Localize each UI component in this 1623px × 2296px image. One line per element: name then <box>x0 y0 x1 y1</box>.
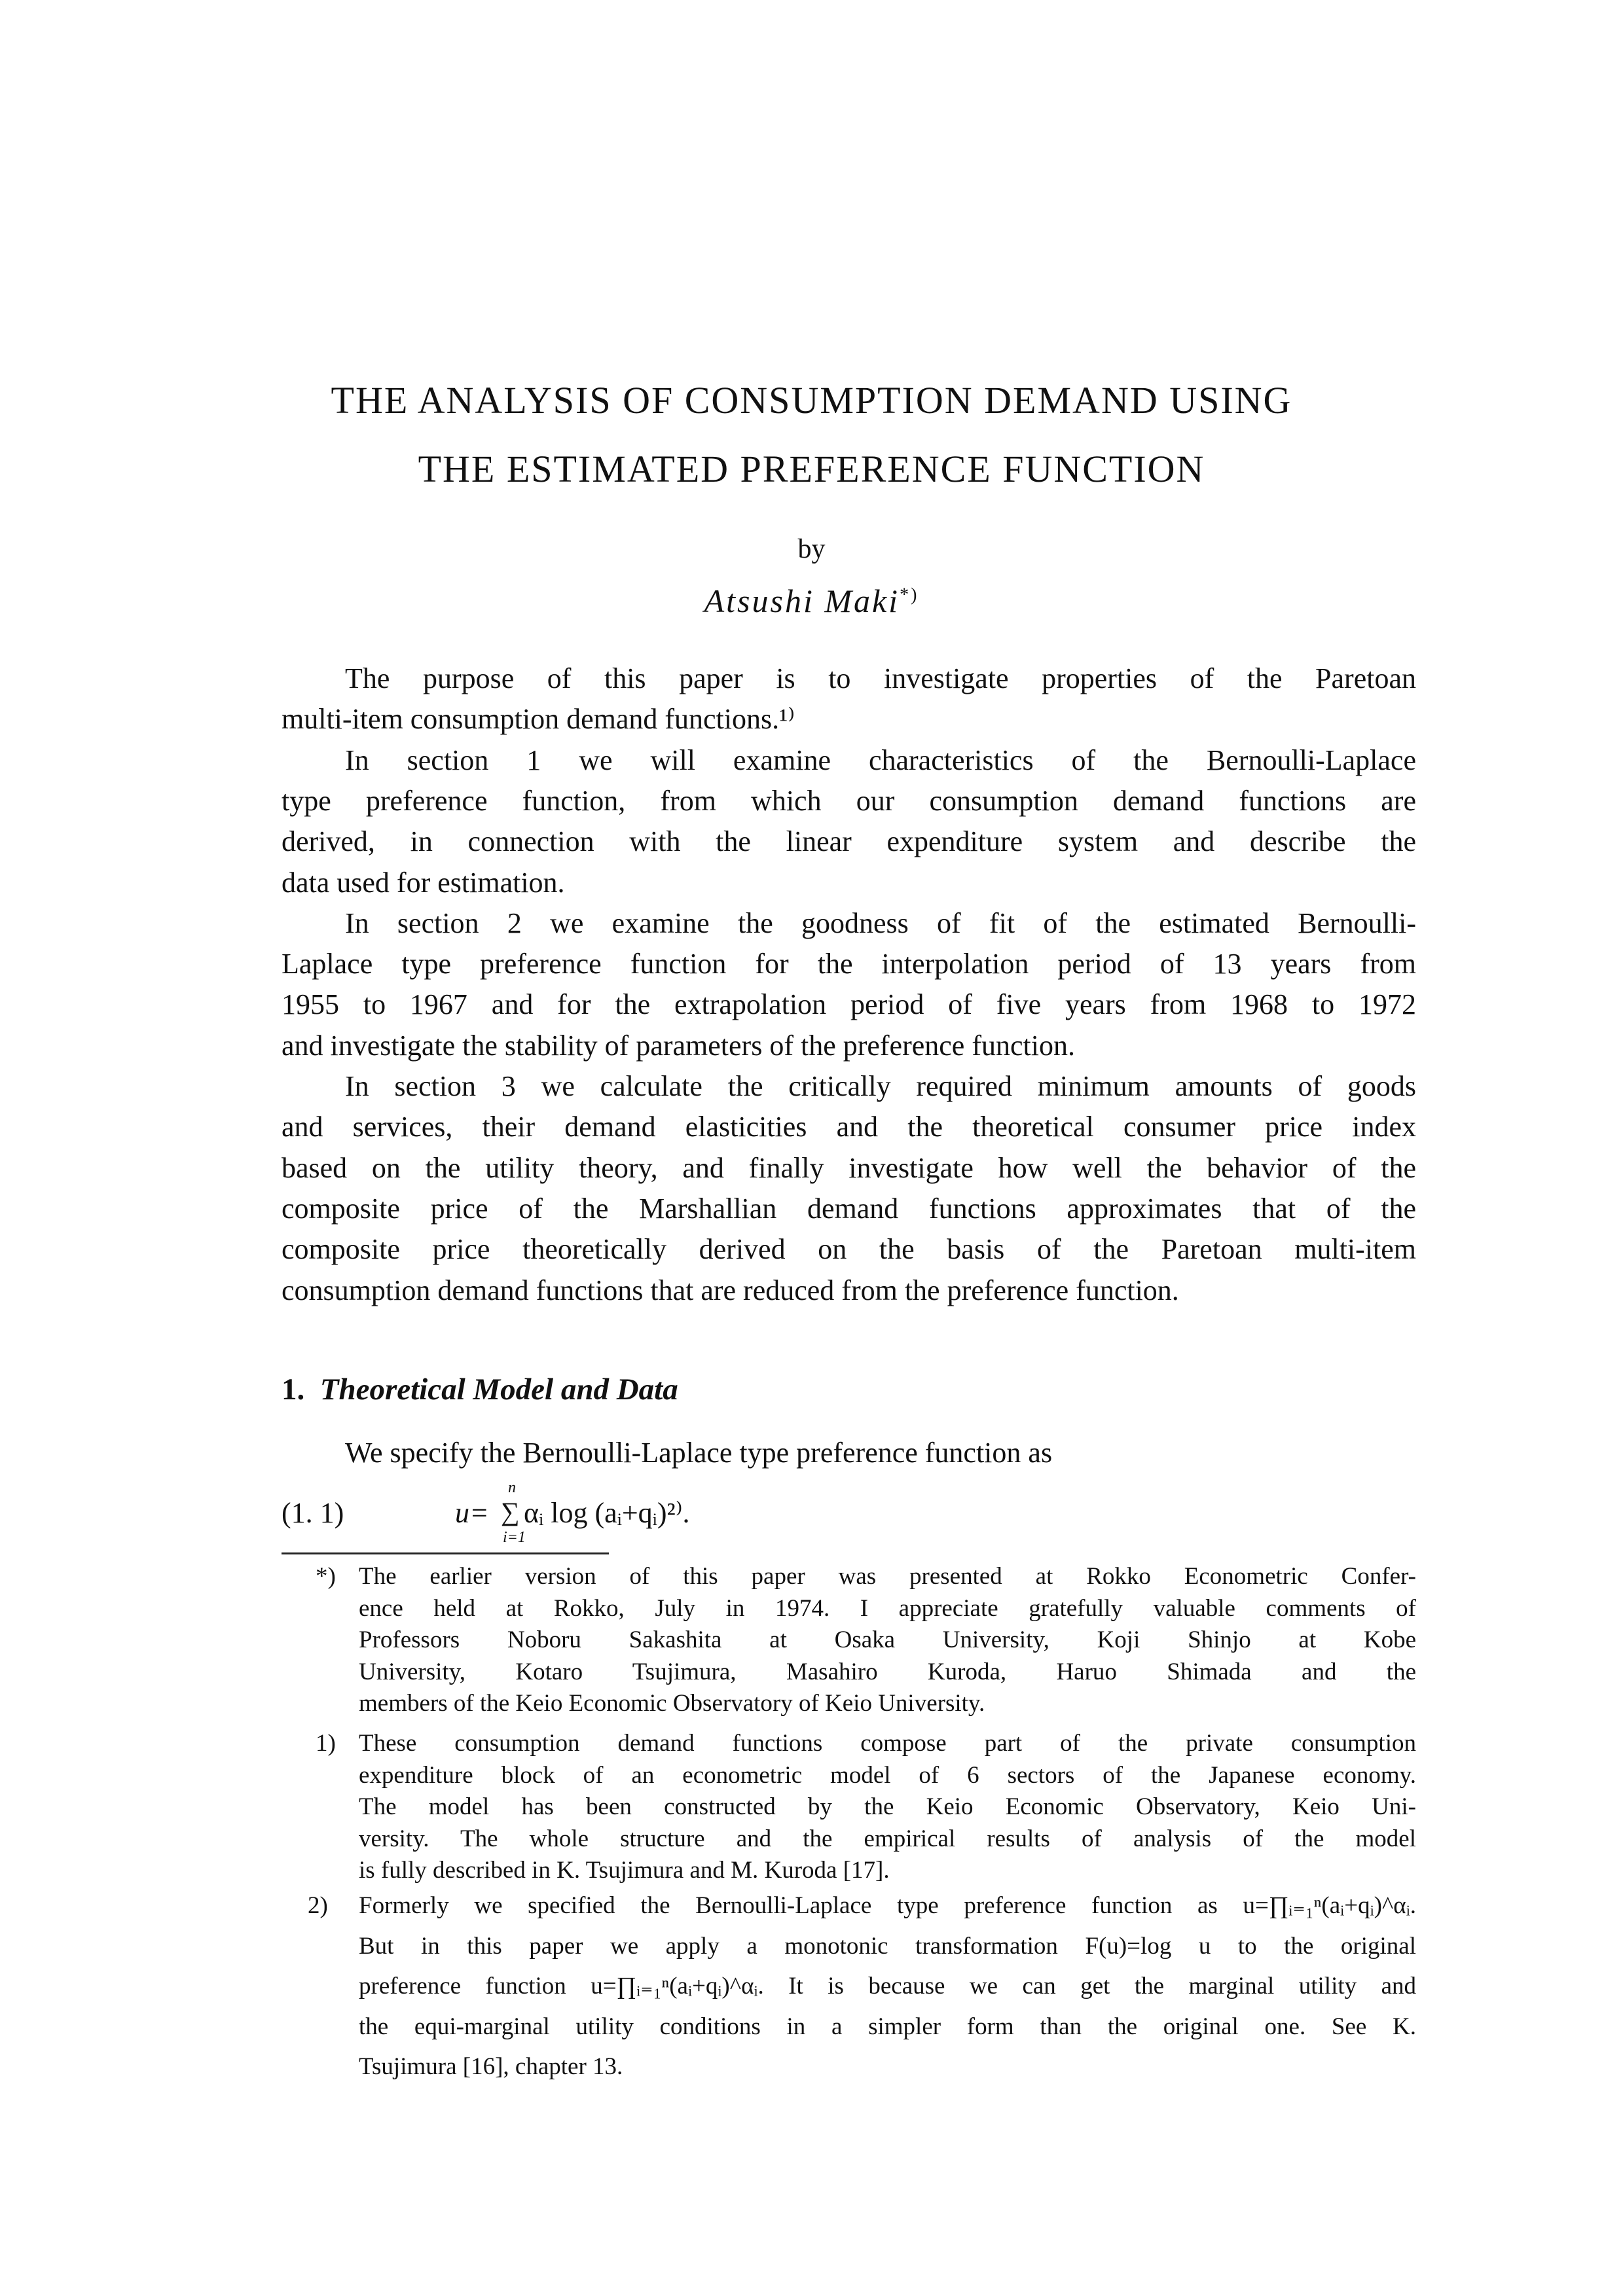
sum-symbol: ∑ <box>501 1497 520 1526</box>
paragraph-2-line: In section 1 we will examine characteristics of the Bernoulli-Laplace <box>345 744 1416 776</box>
footnote-2-line: versity. The whole structure and the empirical results of analysis of the model <box>359 1825 1416 1852</box>
author-name: Atsushi Maki <box>704 583 900 619</box>
section-intro: We specify the Bernoulli-Laplace type preference function as <box>345 1437 1053 1469</box>
footnote-1-line: members of the Keio Economic Observatory of Keio University. <box>359 1690 985 1717</box>
paragraph-4-line: consumption demand functions that are reduced from the preference function. <box>282 1274 1179 1306</box>
section-title: Theoretical Model and Data <box>319 1372 678 1407</box>
footnote-2-line: These consumption demand functions compose part of the private consumption <box>359 1730 1416 1757</box>
footnote-3-line: preference function u=∏ᵢ₌₁ⁿ(aᵢ+qᵢ)^αᵢ. It is because we can get the marginal utility and <box>359 1973 1416 2000</box>
sum-lower-limit: i=1 <box>503 1529 526 1546</box>
footnote-3-line: the equi-marginal utility conditions in a simpler form than the original one. See K. <box>359 2013 1416 2040</box>
author <box>0 584 1623 617</box>
paragraph-3-line: In section 2 we examine the goodness of fit of the estimated Bernoulli- <box>345 906 1416 939</box>
paragraph-4-line: composite price theoretically derived on the basis of the Paretoan multi-item <box>282 1233 1416 1266</box>
footnote-3-line: But in this paper we apply a monotonic transformation F(u)=log u to the original <box>359 1932 1416 1960</box>
paragraph-2-line: type preference function, from which our consumption demand functions are <box>282 784 1416 817</box>
section-heading <box>282 1374 678 1405</box>
footnote-2-line: The model has been constructed by the Keio Economic Observatory, Keio Uni- <box>359 1793 1416 1820</box>
paragraph-3-line: Laplace type preference function for the interpolation period of 13 years from <box>282 948 1416 980</box>
title-line-1: THE ANALYSIS OF CONSUMPTION DEMAND USING <box>331 379 1292 422</box>
footnote-mark: *) <box>316 1563 336 1590</box>
footnote-2-line: expenditure block of an econometric model of 6 sectors of the Japanese economy. <box>359 1761 1416 1789</box>
footnote-1-line: University, Kotaro Tsujimura, Masahiro Kuroda, Haruo Shimada and the <box>359 1658 1416 1685</box>
paragraph-3-line: and investigate the stability of parameters of the preference function. <box>282 1029 1075 1062</box>
paragraph-4-line: In section 3 we calculate the critically required minimum amounts of goods <box>345 1070 1416 1102</box>
paragraph-4-line: composite price of the Marshallian demand functions approximates that of the <box>282 1192 1416 1225</box>
equation-label: (1. 1) <box>282 1497 344 1529</box>
byline: by <box>797 534 826 564</box>
paragraph-2-line: data used for estimation. <box>282 866 565 899</box>
section-number: 1. <box>282 1372 305 1407</box>
footnote-1-line: Professors Noboru Sakashita at Osaka University, Koji Shinjo at Kobe <box>359 1626 1416 1653</box>
footnote-mark: 1) <box>316 1730 336 1757</box>
footnote-1-line: The earlier version of this paper was presented at Rokko Econometric Confer- <box>359 1563 1416 1590</box>
paragraph-2-line: derived, in connection with the linear expenditure system and describe the <box>282 825 1416 858</box>
footnote-mark: 2) <box>308 1892 328 1919</box>
footnote-1-line: ence held at Rokko, July in 1974. I appreciate gratefully valuable comments of <box>359 1594 1416 1622</box>
footnote-3-line: Tsujimura [16], chapter 13. <box>359 2053 623 2080</box>
equation-lhs: u= <box>455 1497 489 1529</box>
footnote-2-line: is fully described in K. Tsujimura and M. Kuroda [17]. <box>359 1857 890 1884</box>
paragraph-3-line: 1955 to 1967 and for the extrapolation period of five years from 1968 to 1972 <box>282 988 1416 1021</box>
sum-upper-limit: n <box>508 1479 516 1496</box>
title-line-2: THE ESTIMATED PREFERENCE FUNCTION <box>418 448 1205 490</box>
footnote-divider <box>282 1552 609 1554</box>
paragraph-4-line: and services, their demand elasticities and the theoretical consumer price index <box>282 1111 1416 1143</box>
paragraph-1-line: The purpose of this paper is to investigate properties of the Paretoan <box>345 662 1416 694</box>
equation-rhs: αᵢ log (aᵢ+qᵢ)²⁾. <box>524 1497 690 1529</box>
author-footnote-mark: *) <box>900 584 919 605</box>
paragraph-1-line: multi-item consumption demand functions.¹⁾ <box>282 703 795 736</box>
footnote-3-line: Formerly we specified the Bernoulli-Laplace type preference function as u=∏ᵢ₌₁ⁿ(aᵢ+qᵢ)^αᵢ. <box>359 1892 1416 1919</box>
paragraph-4-line: based on the utility theory, and finally investigate how well the behavior of the <box>282 1151 1416 1184</box>
